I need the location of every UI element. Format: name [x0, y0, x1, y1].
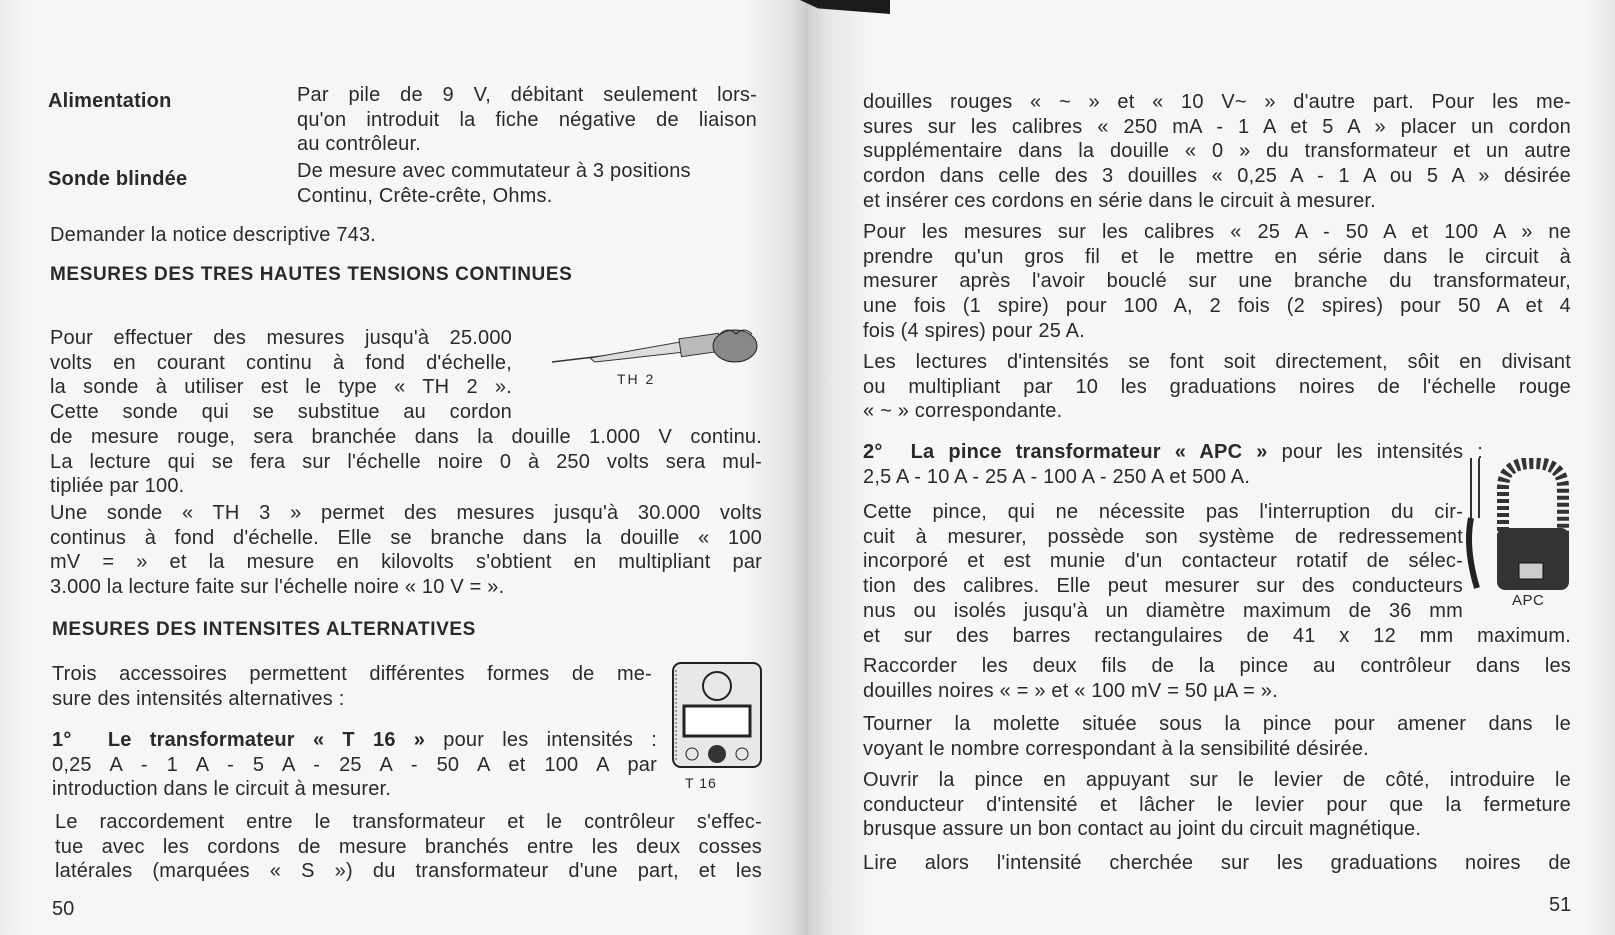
text-line: Pour effectuer des mesures jusqu'à 25.000	[50, 327, 512, 349]
paragraph-raccordement	[55, 810, 762, 884]
paragraph-5	[863, 654, 1571, 703]
text-line: La lecture qui se fera sur l'échelle noire 0 à 250 volts sera mul-	[50, 450, 762, 473]
paragraph-trois	[52, 662, 652, 711]
apc-caption: APC	[1512, 592, 1545, 609]
text-line: cordon dans celle des 3 douilles « 0,25 A - 1 A ou 5 A » désirée	[863, 165, 1571, 188]
text-line: la sonde à utiliser est le type « TH 2 ».	[50, 376, 512, 399]
th2-probe-illustration	[550, 318, 765, 370]
paragraph-6	[863, 712, 1571, 761]
text-span: pour les intensités :	[425, 729, 657, 751]
text-line: mesurer après l'avoir bouclé sur une branche du transformateur,	[863, 270, 1571, 293]
text-line: tue avec les cordons de mesure branchés entre les deux cosses	[55, 835, 762, 858]
th2-caption: TH 2	[617, 371, 656, 387]
item-number: 2°	[863, 441, 883, 463]
paragraph-8	[863, 851, 1571, 876]
text-line: supplémentaire dans la douille « 0 » du transformateur et un autre	[863, 140, 1571, 163]
text-line: 2,5 A - 10 A - 25 A - 100 A - 250 A et 500 A.	[863, 465, 1251, 488]
text-line: Les lectures d'intensités se font soit directement, sôit en divisant	[863, 351, 1571, 373]
text-line: nus ou isolés jusqu'à un diamètre maximum de 36 mm	[863, 599, 1463, 622]
text-line: Trois accessoires permettent différentes formes de me-	[52, 663, 652, 685]
text-line: incorporé et est munie d'un contacteur rotatif de sélec-	[863, 550, 1463, 573]
text-line: Pour les mesures sur les calibres « 25 A - 50 A et 100 A » ne	[863, 221, 1571, 243]
text-span: pour les intensités :	[1267, 441, 1484, 463]
text-line: conducteur d'intensité et lâcher le levier pour que la fermeture	[863, 793, 1571, 816]
text-line: sure des intensités alternatives :	[52, 687, 345, 710]
text-line: continus à fond d'échelle. Elle se branche dans la douille « 100	[50, 526, 762, 549]
text-line: prendre qu'un gros fil et le mettre en série dans le circuit à	[863, 245, 1571, 268]
text-line: Cette sonde qui se substitue au cordon	[50, 401, 512, 424]
text-line: mV = » et la mesure en kilovolts s'obtient en multipliant par	[50, 551, 762, 574]
text-line: et insérer ces cordons en série dans le circuit à mesurer.	[863, 189, 1376, 212]
text-line: volts en courant continu à fond d'échelle,	[50, 351, 512, 374]
text-line: douilles noires « = » et « 100 mV = 50 µA = ».	[863, 679, 1278, 702]
text-line: Par pile de 9 V, débitant seulement lors-	[297, 84, 757, 106]
paragraph-t16	[52, 728, 657, 802]
text-line	[52, 728, 657, 753]
heading-high-voltage: MESURES DES TRES HAUTES TENSIONS CONTINUES	[50, 264, 573, 285]
text-line: Lire alors l'intensité cherchée sur les graduations noires de	[863, 852, 1571, 874]
paragraph-th3	[50, 501, 762, 600]
text-line: Tourner la molette située sous la pince pour amener dans le	[863, 713, 1571, 735]
paragraph-3	[863, 350, 1571, 424]
text-line: Une sonde « TH 3 » permet des mesures jusqu'à 30.000 volts	[50, 502, 762, 524]
text-line: Raccorder les deux fils de la pince au contrôleur dans les	[863, 655, 1571, 677]
text-line: au contrôleur.	[297, 133, 421, 156]
text-line: Cette pince, qui ne nécessite pas l'interruption du cir-	[863, 501, 1463, 523]
item-title: Le transformateur « T 16 »	[107, 729, 426, 751]
paragraph-apc-title	[863, 440, 1483, 489]
text-line: qu'on introduit la fiche négative de liaison	[297, 108, 757, 131]
text-line: ou multipliant par 10 les graduations noires de l'échelle rouge	[863, 375, 1571, 398]
apc-clamp-illustration	[1463, 458, 1575, 608]
text-line: « ~ » correspondante.	[863, 400, 1063, 423]
text-line: fois (4 spires) pour 25 A.	[863, 319, 1085, 342]
text-line: tion des calibres. Elle peut mesurer sur des conducteurs	[863, 575, 1463, 598]
spec-label-sonde: Sonde blindée	[48, 168, 188, 190]
text-line: brusque assure un bon contact au joint du circuit magnétique.	[863, 818, 1422, 841]
text-line: Continu, Crête-crête, Ohms.	[297, 184, 553, 207]
text-line: latérales (marquées « S ») du transformateur d'une part, et les	[55, 860, 762, 883]
spec-label-alimentation: Alimentation	[48, 90, 172, 112]
text-line: cuit à mesurer, possède son système de redressement	[863, 525, 1463, 548]
spec-value-sonde	[297, 159, 757, 208]
t16-caption: T 16	[685, 775, 717, 791]
text-line: 3.000 la lecture faite sur l'échelle noire « 10 V = ».	[50, 576, 505, 599]
text-line: Le raccordement entre le transformateur et le contrôleur s'effec-	[55, 811, 762, 833]
paragraph-7	[863, 768, 1571, 842]
paragraph-2	[863, 220, 1571, 344]
text-line: De mesure avec commutateur à 3 positions	[297, 160, 691, 182]
text-line: de mesure rouge, sera branchée dans la douille 1.000 V continu.	[50, 425, 762, 448]
text-line: introduction dans le circuit à mesurer.	[52, 778, 392, 801]
heading-intensities: MESURES DES INTENSITES ALTERNATIVES	[52, 619, 476, 640]
text-line: Ouvrir la pince en appuyant sur le levier de côté, introduire le	[863, 769, 1571, 791]
notice-text: Demander la notice descriptive 743.	[50, 224, 377, 246]
page-number-left: 50	[52, 898, 75, 920]
text-line: voyant le nombre correspondant à la sensibilité désirée.	[863, 737, 1369, 760]
text-line: 0,25 A - 1 A - 5 A - 25 A - 50 A et 100 A par	[52, 753, 657, 776]
item-number: 1°	[52, 729, 72, 751]
spec-value-alimentation	[297, 83, 757, 157]
text-line: une fois (1 spire) pour 100 A, 2 fois (2 spires) pour 50 A et 4	[863, 295, 1571, 318]
text-line: sures sur les calibres « 250 mA - 1 A et 5 A » placer un cordon	[863, 115, 1571, 138]
item-title: La pince transformateur « APC »	[910, 441, 1268, 463]
text-line: et sur des barres rectangulaires de 41 x 12 mm maximum.	[863, 624, 1571, 647]
paragraph-1	[863, 90, 1571, 214]
t16-transformer-illustration	[670, 658, 764, 772]
text-line: douilles rouges « ~ » et « 10 V~ » d'autre part. Pour les me-	[863, 91, 1571, 113]
text-line	[863, 440, 1483, 465]
page-number-right: 51	[1549, 894, 1572, 916]
right-page	[808, 0, 1615, 935]
text-line: tipliée par 100.	[50, 475, 185, 498]
